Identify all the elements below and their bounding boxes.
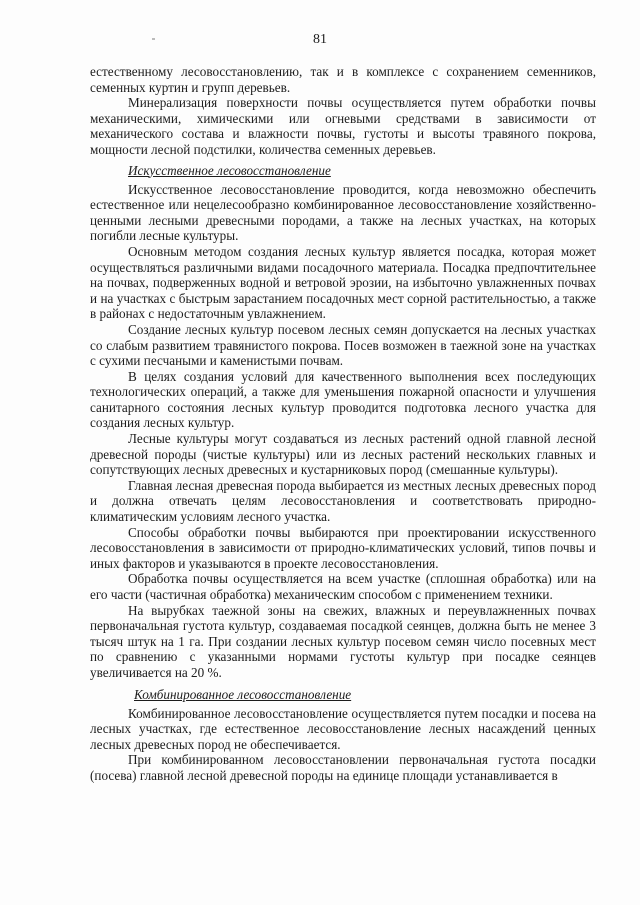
page-number: 81 xyxy=(313,32,327,47)
paragraph-mineralization: Минерализация поверхности почвы осуществляется путем обработки почвы механическими, химическими или огневыми средствами в зависимости от механического состава и влажности почвы, густоты и высоты травяного покрова, мощности лесной подстилки, количества семенных деревьев. xyxy=(90,95,596,157)
paragraph-artificial-5: Лесные культуры могут создаваться из лесных растений одной главной лесной древесной породы (чистые культуры) или из лесных растений нескольких главных и сопутствующих лесных древесных и кустарниковых пород (смешанные культуры). xyxy=(90,431,596,478)
paragraph-artificial-7: Способы обработки почвы выбираются при проектировании искусственного лесовосстановления в зависимости от природно-климатических условий, типов почвы и иных факторов и указываются в проекте лесовосстановления. xyxy=(90,524,596,571)
paragraph-artificial-3: Создание лесных культур посевом лесных семян допускается на лесных участках со слабым развитием травянистого покрова. Посев возможен в таежной зоне на участках с сухими песчаными и каменистыми почвам. xyxy=(90,321,596,369)
paragraph-artificial-4: В целях создания условий для качественного выполнения всех последующих технологических операций, а также для уменьшения пожарной опасности и улучшения санитарного состояния лесных культур проводится подготовка лесного участка для создания лесных культур. xyxy=(90,368,596,431)
paragraph-combined-2: При комбинированном лесовосстановлении первоначальная густота посадки (посева) главной лесной древесной породы на единице площади устанавливается в xyxy=(90,752,596,783)
paragraph-artificial-1: Искусственное лесовосстановление проводится, когда невозможно обеспечить естественное или нецелесообразно комбинированное лесовосстановление хозяйственно-ценными лесными древесными породами, а также на лесных участках, на которых погибли лесные культуры. xyxy=(90,181,596,244)
paragraph-combined-1: Комбинированное лесовосстановление осуществляется путем посадки и посева на лесных участках, где естественное лесовосстановление лесных насаждений ценных лесных древесных пород не обеспечивается. xyxy=(90,705,596,752)
section-heading-artificial: Искусственное лесовосстановление xyxy=(128,162,331,178)
page-body xyxy=(90,64,596,784)
section-heading-combined: Комбинированное лесовосстановление xyxy=(134,686,352,702)
paragraph-artificial-8: Обработка почвы осуществляется на всем участке (сплошная обработка) или на его части (частичная обработка) механическим способом с применением техники. xyxy=(90,571,596,602)
paragraph-artificial-9: На вырубках таежной зоны на свежих, влажных и переувлажненных почвах первоначальная густота культур, создаваемая посадкой сеянцев, должна быть не менее 3 тысяч штук на 1 га. При создании лесных культур посевом семян число посевных мест по сравнению с указанными нормами густоты культур при посадке сеянцев увеличивается на 20 %. xyxy=(90,602,596,680)
paragraph-artificial-2: Основным методом создания лесных культур является посадка, которая может осуществляться различными видами посадочного материала. Посадка предпочтительнее на почвах, подверженных водной и ветровой эрозии, на избыточно увлажненных почвах и на участках с быстрым зарастанием посадочных мест сорной растительностью, а также в районах с недостаточным увлажнением. xyxy=(90,243,596,322)
paragraph-artificial-6: Главная лесная древесная порода выбирается из местных лесных древесных пород и должна отвечать целям лесовосстановления и соответствовать природно-климатическим условиям лесного участка. xyxy=(90,477,596,525)
paragraph-continuation: естественному лесовосстановлению, так и в комплексе с сохранением семенников, семенных куртин и групп деревьев. xyxy=(90,64,596,95)
